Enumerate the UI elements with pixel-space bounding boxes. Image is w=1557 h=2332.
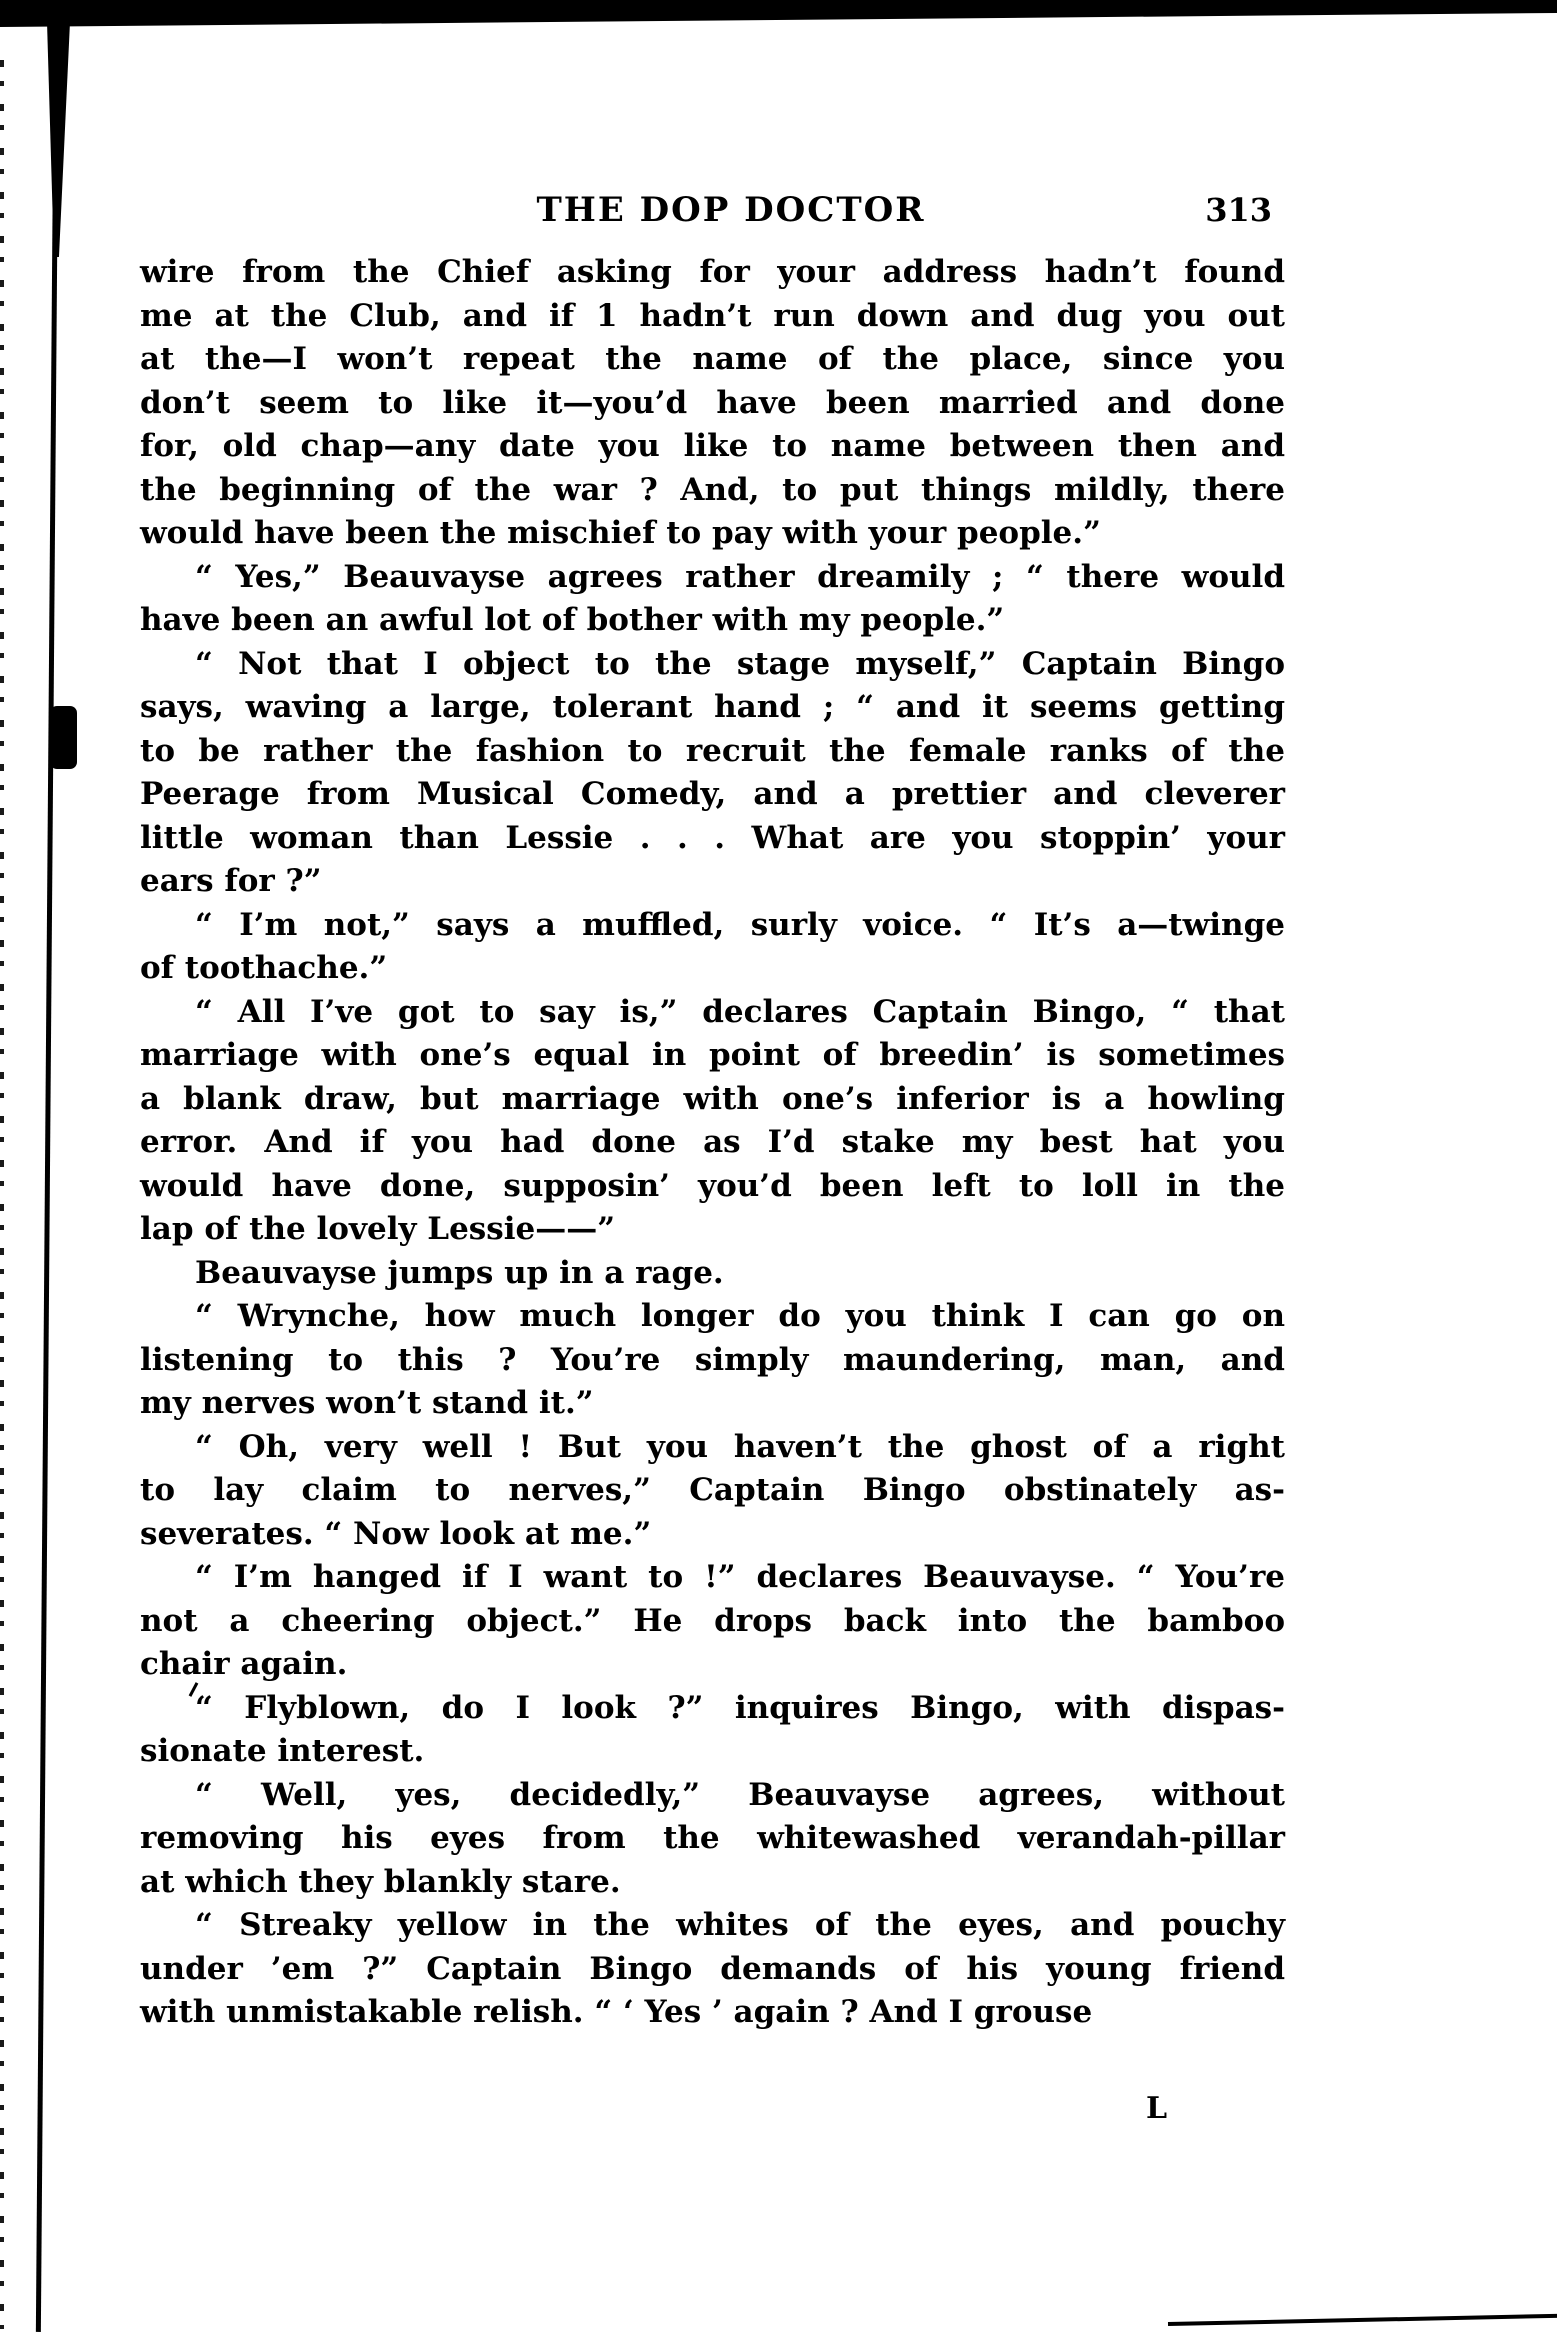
text-line: listening to this ? You’re simply maundering, man, and [140,1341,1285,1378]
text-line: not a cheering object.” He drops back into the bamboo [140,1602,1285,1639]
text-line: of toothache.” [140,950,388,986]
text-line: at which they blankly stare. [140,1863,621,1900]
text-line: for, old chap—any date you like to name between then and [140,428,1285,464]
text-line: “ Flyblown, do I look ?” inquires Bingo, with dispas- [195,1689,1285,1726]
text-line: Peerage from Musical Comedy, and a prettier and cleverer [140,776,1285,812]
text-line: “ Wrynche, how much longer do you think I can go on [195,1298,1285,1334]
text-line: “ Oh, very well ! But you haven’t the ghost of a right [195,1428,1285,1465]
text-line: would have done, supposin’ you’d been left to loll in the [140,1167,1285,1204]
scan-ink-blob [50,706,77,769]
text-line: with unmistakable relish. “ ‘ Yes ’ again ? And I grouse [140,1994,1093,2030]
signature-mark: L [1146,2091,1168,2126]
paragraph [140,1556,1285,1687]
text-line: would have been the mischief to pay with your people.” [140,515,1101,551]
scan-top-edge-shadow [0,0,1557,27]
paragraph [140,991,1285,1252]
text-line: sionate interest. [140,1733,425,1769]
scan-left-edge-dashes [0,60,4,2329]
text-line: “ Streaky yellow in the whites of the eyes, and pouchy [195,1907,1285,1943]
scan-bottom-edge-line [1168,2314,1557,2326]
body-text-block [140,251,1285,2035]
text-line: the beginning of the war ? And, to put things mildly, there [140,471,1285,508]
text-line: “ Yes,” Beauvayse agrees rather dreamily ; “ there would [195,558,1285,595]
text-line: to be rather the fashion to recruit the female ranks of the [140,732,1285,769]
paragraph [140,1774,1285,1905]
text-line: “ Not that I object to the stage myself,” Captain Bingo [195,645,1285,682]
text-line: Beauvayse jumps up in a rage. [195,1254,724,1291]
paragraph [140,251,1285,556]
page-number: 313 [1205,191,1272,229]
text-line: says, waving a large, tolerant hand ; “ and it seems getting [140,689,1285,725]
text-line: at the—I won’t repeat the name of the place, since you [140,341,1285,377]
paragraph [140,1904,1285,2035]
text-line: a blank draw, but marriage with one’s inferior is a howling [140,1080,1285,1117]
page-header [140,188,1272,232]
paragraph [140,643,1285,904]
text-line: marriage with one’s equal in point of breedin’ is sometimes [140,1037,1285,1073]
text-line: removing his eyes from the whitewashed verandah-pillar [140,1820,1285,1856]
text-line: me at the Club, and if 1 hadn’t run down and dug you out [140,297,1285,334]
text-line: “ Well, yes, decidedly,” Beauvayse agrees, without [195,1776,1285,1813]
text-line: little woman than Lessie . . . What are you stoppin’ your [140,819,1285,856]
text-line: have been an awful lot of bother with my people.” [140,602,1005,638]
text-line: wire from the Chief asking for your address hadn’t found [140,254,1285,290]
text-line: error. And if you had done as I’d stake my best hat you [140,1124,1285,1160]
text-line: don’t seem to like it—you’d have been married and done [140,384,1285,421]
paragraph [140,1252,1285,1296]
text-line: ears for ?” [140,863,322,899]
paragraph [140,556,1285,643]
text-line: lap of the lovely Lessie——” [140,1211,616,1247]
running-title: THE DOP DOCTOR [536,190,926,230]
text-line: chair again. [140,1646,348,1682]
text-line: to lay claim to nerves,” Captain Bingo obstinately as- [140,1472,1285,1508]
paragraph [140,1687,1285,1774]
text-line: severates. “ Now look at me.” [140,1515,652,1552]
paragraph [140,1295,1285,1426]
text-line: “ I’m hanged if I want to !” declares Beauvayse. “ You’re [195,1559,1285,1595]
text-line: “ I’m not,” says a muffled, surly voice. “ It’s a—twinge [195,906,1285,943]
paragraph [140,904,1285,991]
scan-gutter-line [36,22,59,2332]
text-line: under ’em ?” Captain Bingo demands of his young friend [140,1950,1285,1987]
text-line: my nerves won’t stand it.” [140,1385,594,1421]
text-line: “ All I’ve got to say is,” declares Captain Bingo, “ that [195,993,1285,1030]
paragraph [140,1426,1285,1557]
